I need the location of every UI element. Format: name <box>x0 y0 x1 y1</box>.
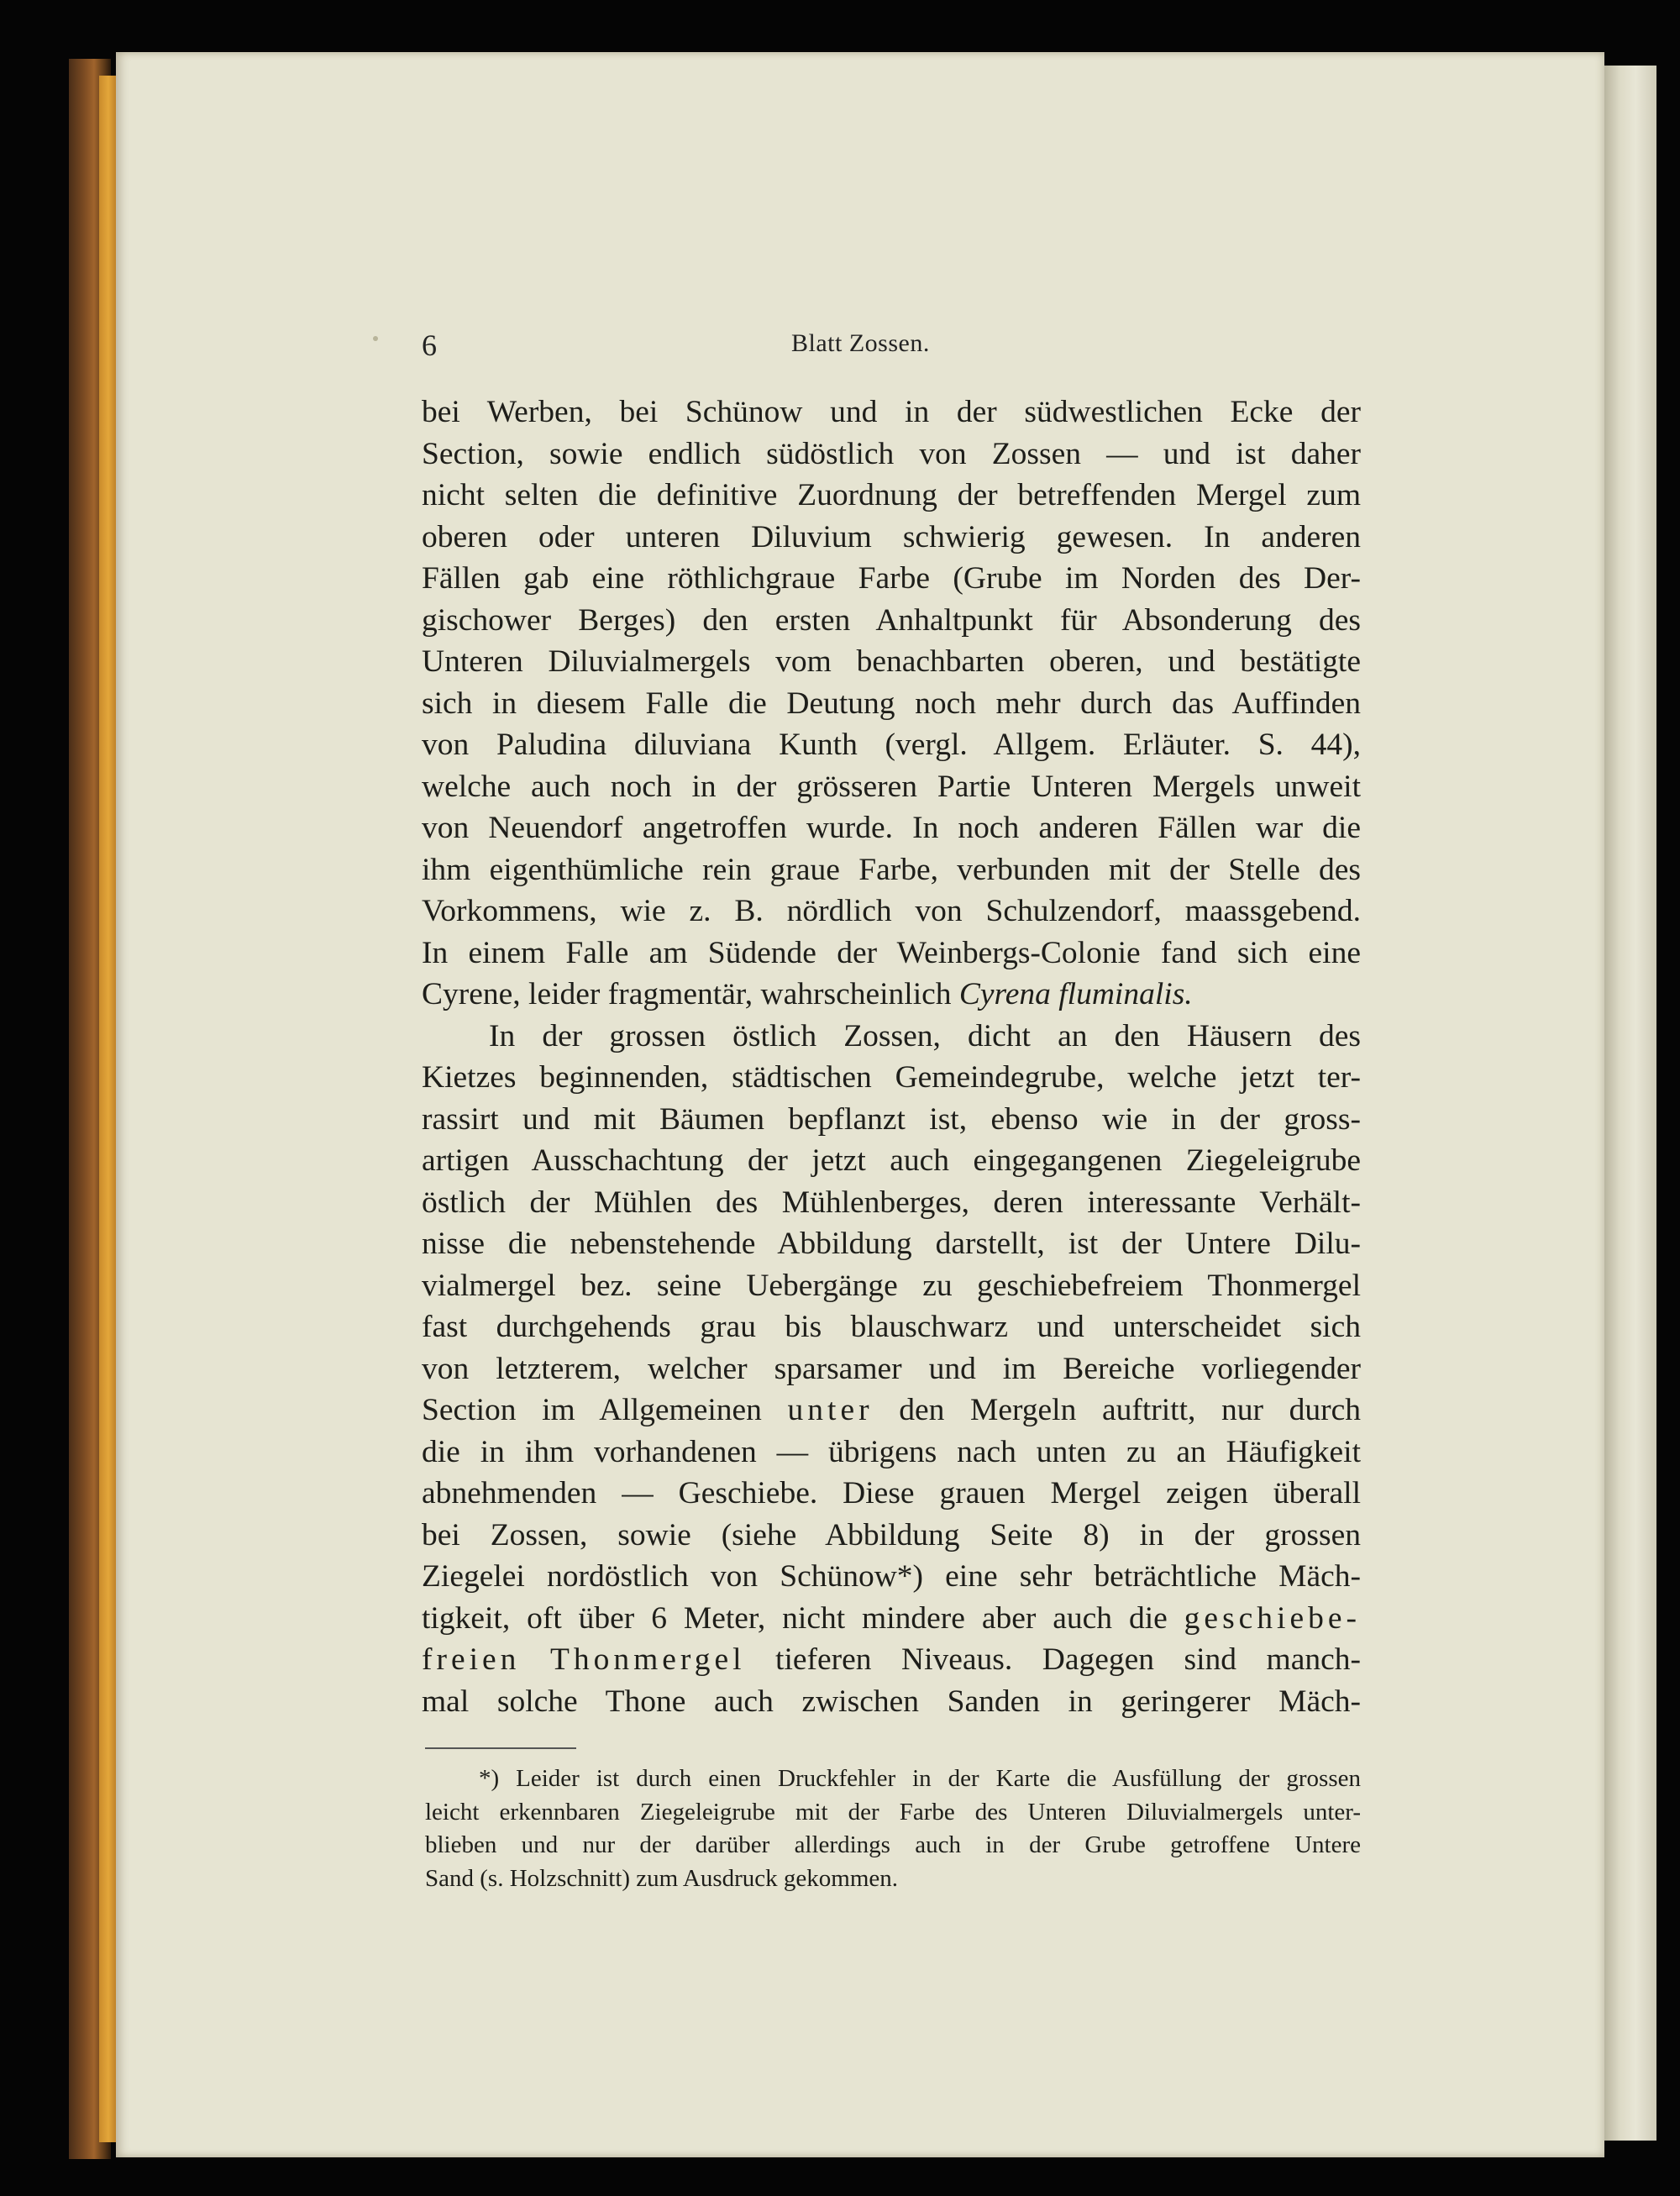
text-line-italic-species <box>422 974 1361 1016</box>
page-header <box>422 328 1362 365</box>
text-line: artigen Ausschachtung der jetzt auch eingegangenen Ziegeleigrube <box>422 1143 1361 1178</box>
text-line: östlich der Mühlen des Mühlenberges, deren interessante Verhält- <box>422 1185 1361 1220</box>
text-line: nisse die nebenstehende Abbildung darstellt, ist der Untere Dilu- <box>422 1227 1361 1261</box>
text-fragment: Section im Allgemeinen <box>422 1393 788 1427</box>
paragraph-start-line: In der grossen östlich Zossen, dicht an den Häusern des <box>489 1018 1361 1053</box>
text-line: mal solche Thone auch zwischen Sanden in geringerer Mäch- <box>422 1684 1361 1719</box>
text-line: Fällen gab eine röthlichgraue Farbe (Grube im Norden des Der- <box>422 561 1361 596</box>
text-line-spaced <box>422 1639 1361 1681</box>
emphasis-spaced: unter <box>787 1393 874 1427</box>
text-fragment: tigkeit, oft über 6 Meter, nicht mindere aber auch die <box>422 1600 1184 1636</box>
footnote-line: *) Leider ist durch einen Druckfehler in der Karte die Ausfüllung der grossen <box>479 1765 1361 1792</box>
footnote <box>425 1763 1361 1895</box>
footnote-line: leicht erkennbaren Ziegeleigrube mit der Farbe des Unteren Diluvialmergels unter- <box>425 1798 1361 1826</box>
emphasis-spaced: Thonmergel <box>549 1642 746 1677</box>
emphasis-spaced: geschiebe- <box>1184 1600 1361 1636</box>
text-line-spaced <box>422 1598 1361 1640</box>
text-line: welche auch noch in der grösseren Partie Unteren Mergels unweit <box>422 769 1361 804</box>
text-line: abnehmenden — Geschiebe. Diese grauen Mergel zeigen überall <box>422 1476 1361 1510</box>
text-line: In einem Falle am Südende der Weinbergs-Colonie fand sich eine <box>422 935 1361 970</box>
emphasis-spaced: freien <box>422 1642 521 1677</box>
facing-page <box>1604 66 1656 2141</box>
text-line: rassirt und mit Bäumen bepflanzt ist, ebenso wie in der gross- <box>422 1101 1361 1137</box>
text-line: Vorkommens, wie z. B. nördlich von Schulzendorf, maassgebend. <box>422 894 1361 928</box>
book-edge <box>99 76 118 2142</box>
text-line: Section, sowie endlich südöstlich von Zossen — und ist daher <box>422 436 1361 471</box>
text-line: ihm eigenthümliche rein graue Farbe, verbunden mit der Stelle des <box>422 852 1361 887</box>
text-line: gischower Berges) den ersten Anhaltpunkt für Absonderung des <box>422 602 1361 638</box>
footnote-rule <box>425 1747 576 1749</box>
text-line: von Paludina diluviana Kunth (vergl. Allgem. Erläuter. S. 44), <box>422 728 1361 762</box>
text-line: fast durchgehends grau bis blauschwarz und unterscheidet sich <box>422 1310 1361 1344</box>
text-line: die in ihm vorhandenen — übrigens nach unten zu an Häufigkeit <box>422 1434 1361 1469</box>
page-spot <box>373 336 378 341</box>
text-line: Kietzes beginnenden, städtischen Gemeindegrube, welche jetzt ter- <box>422 1060 1361 1095</box>
footnote-line: Sand (s. Holzschnitt) zum Ausdruck gekommen. <box>425 1864 898 1892</box>
page-number: 6 <box>422 328 437 362</box>
running-title: Blatt Zossen. <box>791 329 930 357</box>
text-fragment: Cyrene, leider fragmentär, wahrscheinlich <box>422 977 959 1011</box>
text-line: sich in diesem Falle die Deutung noch mehr durch das Auffinden <box>422 686 1361 721</box>
text-line: von Neuendorf angetroffen wurde. In noch anderen Fällen war die <box>422 811 1361 845</box>
body-text <box>422 391 1361 1722</box>
text-line: von letzterem, welcher sparsamer und im Bereiche vorliegender <box>422 1351 1361 1386</box>
text-line: Ziegelei nordöstlich von Schünow*) eine sehr beträchtliche Mäch- <box>422 1559 1361 1594</box>
text-fragment <box>520 1642 550 1677</box>
text-line: Unteren Diluvialmergels vom benachbarten oberen, und bestätigte <box>422 644 1361 679</box>
text-fragment: tieferen Niveaus. Dagegen sind manch- <box>745 1642 1361 1677</box>
text-line: bei Werben, bei Schünow und in der südwestlichen Ecke der <box>422 395 1361 429</box>
species-name: Cyrena fluminalis. <box>958 977 1193 1011</box>
text-line-spaced <box>422 1390 1361 1432</box>
text-line: vialmergel bez. seine Uebergänge zu geschiebefreiem Thonmergel <box>422 1268 1361 1303</box>
text-line: bei Zossen, sowie (siehe Abbildung Seite 8) in der grossen <box>422 1517 1361 1552</box>
text-line: nicht selten die definitive Zuordnung der betreffenden Mergel zum <box>422 478 1361 512</box>
footnote-line: blieben und nur der darüber allerdings auch in der Grube getroffene Untere <box>425 1831 1361 1858</box>
text-line: oberen oder unteren Diluvium schwierig gewesen. In anderen <box>422 519 1361 554</box>
text-fragment: den Mergeln auftritt, nur durch <box>873 1393 1361 1427</box>
